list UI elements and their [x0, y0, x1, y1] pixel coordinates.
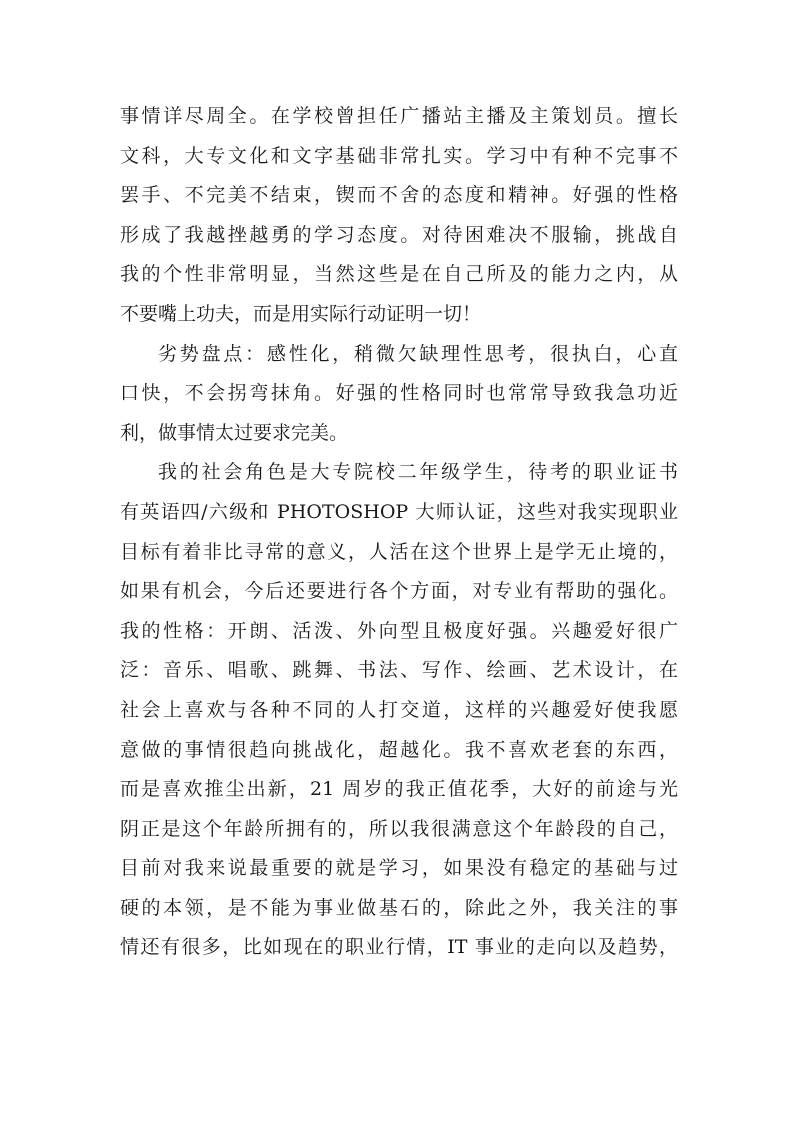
- paragraph-weaknesses: [120, 335, 678, 454]
- text-line: 文科，大专文化和文字基础非常扎实。学习中有种不完事不: [120, 144, 678, 167]
- document-body: [120, 97, 678, 968]
- text-line: 我的性格：开朗、活泼、外向型且极度好强。兴趣爱好很广: [120, 619, 678, 642]
- paragraph-social-role: [120, 453, 678, 968]
- text-line: 阴正是这个年龄所拥有的，所以我很满意这个年龄段的自己，: [120, 817, 678, 840]
- text-line: 情还有很多，比如现在的职业行情，IT 事业的走向以及趋势，: [120, 936, 678, 959]
- text-line: 目前对我来说最重要的就是学习，如果没有稳定的基础与过: [120, 857, 678, 880]
- text-line: 我的个性非常明显，当然这些是在自己所及的能力之内，从: [120, 263, 678, 286]
- text-line: 罢手、不完美不结束，锲而不舍的态度和精神。好强的性格: [120, 184, 678, 207]
- text-line: 有英语四/六级和 PHOTOSHOP 大师认证，这些对我实现职业: [120, 500, 678, 523]
- text-line: 我的社会角色是大专院校二年级学生，待考的职业证书: [158, 461, 678, 484]
- text-line: 利，做事情太过要求完美。: [120, 421, 349, 444]
- text-line: 如果有机会，今后还要进行各个方面，对专业有帮助的强化。: [120, 580, 678, 603]
- text-line: 事情详尽周全。在学校曾担任广播站主播及主策划员。擅长: [120, 105, 678, 127]
- text-line: 而是喜欢推尘出新，21 周岁的我正值花季，大好的前途与光: [120, 778, 678, 801]
- text-line: 泛：音乐、唱歌、跳舞、书法、写作、绘画、艺术设计，在: [120, 659, 678, 682]
- text-line: 形成了我越挫越勇的学习态度。对待困难决不服输，挑战自: [120, 223, 678, 246]
- text-line: 口快，不会拐弯抹角。好强的性格同时也常常导致我急功近: [120, 382, 678, 405]
- text-line: 目标有着非比寻常的意义，人活在这个世界上是学无止境的，: [120, 540, 678, 563]
- paragraph-strengths-continued: [120, 97, 678, 335]
- text-line: 劣势盘点：感性化，稍微欠缺理性思考，很执白，心直: [158, 342, 678, 365]
- text-line: 不要嘴上功夫，而是用实际行动证明一切！: [120, 302, 482, 325]
- text-line: 硬的本领，是不能为事业做基石的，除此之外，我关注的事: [120, 896, 678, 919]
- text-line: 社会上喜欢与各种不同的人打交道，这样的兴趣爱好使我愿: [120, 698, 678, 721]
- text-line: 意做的事情很趋向挑战化，超越化。我不喜欢老套的东西，: [120, 738, 678, 761]
